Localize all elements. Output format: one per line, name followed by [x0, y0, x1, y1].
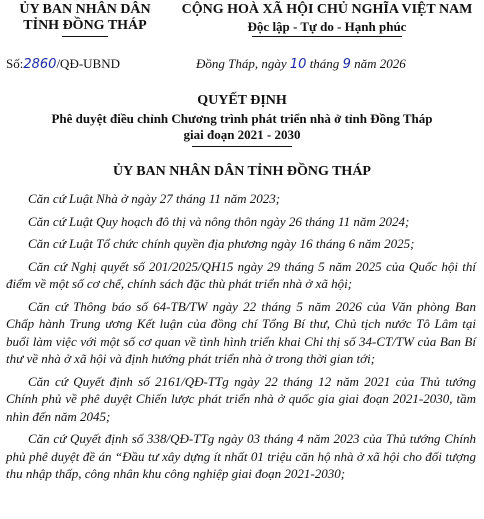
- document-number-prefix: Số:: [6, 56, 24, 71]
- date-month-word: tháng: [309, 56, 340, 71]
- date-prefix: Đồng Tháp, ngày: [196, 56, 287, 71]
- document-number-suffix: /QĐ-UBND: [56, 56, 120, 71]
- legal-basis-list: [6, 190, 476, 488]
- legal-basis-clause: Căn cứ Luật Quy hoạch đô thị và nông thôn ngày 26 tháng 11 năm 2024;: [28, 213, 410, 229]
- national-header: [170, 2, 484, 37]
- legal-basis-clause: Căn cứ Luật Tổ chức chính quyền địa phương ngày 16 tháng 6 năm 2025;: [28, 236, 415, 251]
- decision-subject: Phê duyệt điều chỉnh Chương trình phát triển nhà ở tỉnh Đồng Tháp giai đoạn 2021 - 2030: [51, 111, 433, 142]
- agency-underline: [62, 36, 108, 37]
- date-month-handwritten: 9: [342, 57, 351, 72]
- document-number: [6, 56, 120, 73]
- date-day-handwritten: 10: [289, 57, 307, 72]
- legal-basis-clause: Căn cứ Quyết định số 2161/QĐ-TTg ngày 22 tháng 12 năm 2021 của Thủ tướng Chính phủ về phê duyệt Chiến lược phát triển nhà ở quốc gia giai đoạn 2021-2030, tầm nhìn đến năm 2045;: [6, 373, 476, 424]
- motto-underline: [252, 36, 402, 37]
- subject-underline: [192, 146, 292, 147]
- document-number-handwritten: 2860: [23, 57, 57, 72]
- document-date: [196, 56, 406, 73]
- legal-basis-clause: Căn cứ Nghị quyết số 201/2025/QH15 ngày 29 tháng 5 năm 2025 của Quốc hội thí điểm về một số cơ chế, chính sách đặc thù phát triển nhà ở xã hội;: [6, 258, 476, 291]
- issuing-agency-header: [0, 2, 170, 37]
- decision-title: QUYẾT ĐỊNH: [197, 93, 287, 108]
- national-motto: Độc lập - Tự do - Hạnh phúc: [247, 19, 407, 34]
- nation-title: CỘNG HOÀ XÃ HỘI CHỦ NGHĨA VIỆT NAM: [181, 2, 473, 17]
- legal-basis-clause: Căn cứ Luật Nhà ở ngày 27 tháng 11 năm 2023;: [28, 191, 281, 206]
- legal-basis-clause: Căn cứ Quyết định số 338/QĐ-TTg ngày 03 tháng 4 năm 2023 của Thủ tướng Chính phủ phê duyệt đề án “Đầu tư xây dựng ít nhất 01 triệu căn hộ nhà ở xã hội cho đối tượng thu nhập thấp, công nhân khu công nghiệp giai đoạn 2021-2030;: [6, 431, 476, 481]
- agency-name-line2: TỈNH ĐỒNG THÁP: [23, 18, 147, 33]
- decision-heading: [0, 93, 484, 147]
- issuing-authority: ỦY BAN NHÂN DÂN TỈNH ĐỒNG THÁP: [113, 164, 371, 179]
- legal-basis-clause: Căn cứ Thông báo số 64-TB/TW ngày 22 tháng 5 năm 2026 của Văn phòng Ban Chấp hành Trung ương Kết luận của đồng chí Tổng Bí thư, Chủ tịch nước Tô Lâm tại buổi làm việc với một số cơ quan về tình hình triển khai Chỉ thị số 34-CT/TW của Ban Bí thư về nhà ở xã hội và định hướng phát triển nhà ở trong thời gian tới;: [6, 298, 476, 366]
- agency-name-line1: ỦY BAN NHÂN DÂN: [19, 2, 151, 17]
- date-year: năm 2026: [354, 56, 406, 71]
